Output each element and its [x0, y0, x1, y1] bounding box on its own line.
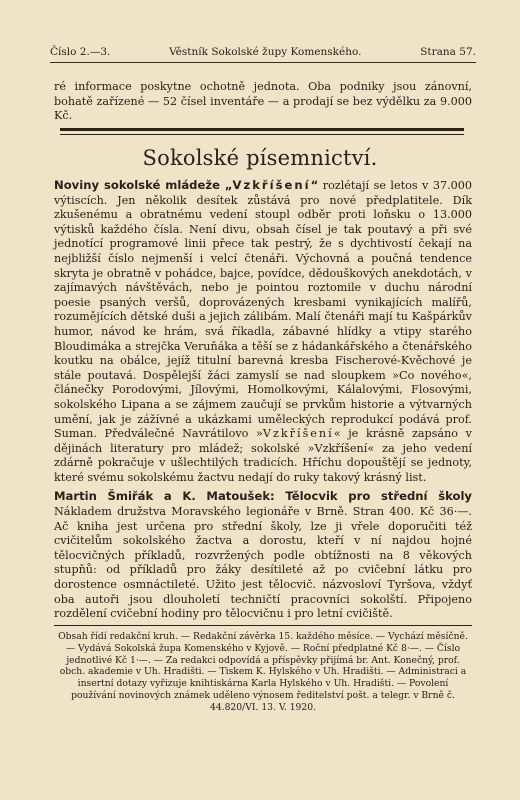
article-telocvik: [54, 489, 472, 621]
section-title: Sokolské písemnictví.: [142, 146, 378, 170]
article-text-part1: rozlétají se letos v 37.000 výtiscích. Jen několik desítek zůstává pro nové předplatitele. Dík zkušenému a obratnému vedení stoupl odběr proti loňsku o 13.000 výtisků každého čísla. Není divu, obsah čísel je tak poutavý a při své jednotící programové linii přece tak pestrý, že s dychtivostí čekají na nejbližší číslo nejmenší i velcí čtenáři. Výchovná a poučná tendence skryta je obratně v pohádce, bajce, povídce, dědouškových anekdotách, v zajímavých návštěvách, nebo je pointou roztomile v duchu národní poesie psaných veršů, doprovázených kresbami vynikajících malířů, rozumějících dětské duši a jejich zálibám. Malí čtenáři mají tu Kašpárkův humor, návod ke hrám, svá říkadla, zábavné hlídky a vtipy starého Bloudimáka a strejčka Veruňáka a těší se z hádankářského a čtenářského koutku na obálce, jejíž titulní barevná kresba Fischerové-Kvěchové je stále poutavá. Dospělejší žáci zamyslí se nad sloupkem »Co nového«, článečky Porodovými, Jílovými, Homolkovými, Kálalovými, Flosovými, sokolského Lipana a se zájmem zaučují se prvkům historie a výtvarných umění, jak je zážívné a ukázkami uměleckých reprodukcí podává prof. Suman. Předválečné Navrátilovo »: [54, 179, 472, 441]
lead-title: Vzkříšení: [232, 178, 311, 192]
section-rule-thin: [60, 134, 464, 135]
article-lead: [54, 178, 318, 192]
articles: [54, 178, 472, 622]
article-vzkriseni: [54, 178, 472, 485]
footer-rule: [54, 625, 472, 626]
lead-before: Noviny sokolské mládeže „: [54, 178, 233, 192]
article2-lead: Martin Šmiřák a K. Matoušek: Tělocvik pro střední školy: [54, 489, 472, 504]
journal-title: Věstník Sokolské župy Komenského.: [169, 46, 362, 58]
lead-after: “: [310, 178, 319, 192]
issue-number: Číslo 2.—3.: [50, 46, 111, 58]
colophon: Obsah řídí redakční kruh. — Redakční závěrka 15. každého měsíce. — Vychází měsíčně. — Vydává Sokolská župa Komenského v Kyjově. — Roční předplatné Kč 8·—. — Číslo jednotlivé Kč 1·—. — Za redakci odpovídá a příspěvky přijímá br. Ant. Konečný, prof. obch. akademie v Uh. Hradišti. — Tiskem K. Hylského v Uh. Hradišti. — Administraci a insertní dotazy vyřizuje knihtiskárna Karla Hylského v Uh. Hradišti. — Povolení používání novinových známek uděleno výnosem ředitelství pošt. a telegr. v Brně č. 44.820/VI. 13. V. 1920.: [58, 631, 468, 713]
intro-paragraph: ré informace poskytne ochotně jednota. Oba podniky jsou zánovní, bohatě zařízené — 52 čísel inventáře — a prodají se bez výdělku za 9.000 Kč.: [54, 80, 472, 123]
article2-text: Nákladem družstva Moravského legionáře v Brně. Stran 400. Kč 36·—. Ač kniha jest určena pro střední školy, lze ji vřele doporučiti též cvičitelům sokolského žactva a dorostu, kteří v ní najdou hojné tělocvičných příkladů, rozvržených podle obtížnosti na 8 věkových stupňů: od příkladů pro žáky desítileté až po cvičební látku pro dorostence osmnáctileté. Užito jest tělocvič. názvosloví Tyršova, vždyť oba autoři jsou dlouholetí techničtí pracovníci sokolští. Připojeno rozdělení cvičební hodiny pro tělocvičnu i pro letní cvičiště.: [54, 505, 472, 621]
article-text-spaced: Vzkříšení: [262, 427, 334, 441]
page-number: Strana 57.: [420, 46, 476, 58]
section-rule-thick: [60, 128, 464, 131]
article-text-part2: « je krásně zapsáno v dějinách literatury pro mládež; sokolské »Vzkříšení« za jeho vedení zdárně pokračuje v ušlechtilých tradicích. Hříchu dopouštějí se jednoty, které svému sokolskému žactvu nedají do ruky takový krásný list.: [54, 427, 473, 484]
running-header: [50, 46, 476, 63]
